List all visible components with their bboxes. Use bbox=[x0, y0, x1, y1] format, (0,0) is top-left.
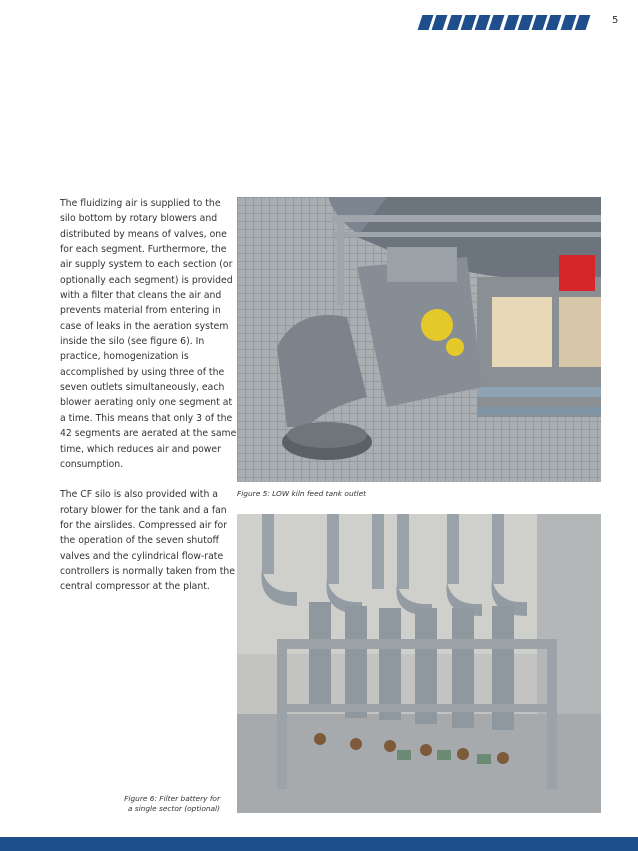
stripe bbox=[560, 15, 576, 30]
stripe bbox=[489, 15, 505, 30]
stripe bbox=[432, 15, 448, 30]
figure-5-photo bbox=[237, 197, 601, 482]
footer-bar bbox=[0, 837, 638, 851]
stripe bbox=[546, 15, 562, 30]
stripe bbox=[503, 15, 519, 30]
body-text bbox=[60, 196, 238, 610]
figure-5-caption: Figure 5: LOW kiln feed tank outlet bbox=[237, 489, 367, 498]
stripe bbox=[574, 15, 590, 30]
figure-6-photo bbox=[237, 514, 601, 813]
figure-6-caption bbox=[60, 794, 220, 814]
stripe bbox=[446, 15, 462, 30]
paragraph: The fluidizing air is supplied to the silo bottom by rotary blowers and distributed by means of valves, one for each segment. Furthermore, the air supply system to each section (or optionally each segment) is provided with a filter that cleans the air and prevents material from entering in case of leaks in the aeration system inside the silo (see figure 6). In practice, homogenization is accomplished by using three of the seven outlets simultaneously, each blower aerating only one segment at a time. This means that only 3 of the 42 segments are aerated at the same time, which reduces air and power consumption. bbox=[60, 198, 237, 470]
paragraph: The CF silo is also provided with a rotary blower for the tank and a fan for the airslides. Compressed air for the operation of the seven shutoff valves and the cylindrical flow-rate controllers is normally taken from the central compressor at the plant. bbox=[60, 489, 235, 593]
figure-6-caption-line-2: a single sector (optional) bbox=[127, 804, 220, 813]
figure-6-caption-line-1: Figure 6: Filter battery for bbox=[124, 794, 220, 803]
header-stripe-decoration bbox=[420, 15, 588, 31]
page-number: 5 bbox=[612, 15, 619, 26]
